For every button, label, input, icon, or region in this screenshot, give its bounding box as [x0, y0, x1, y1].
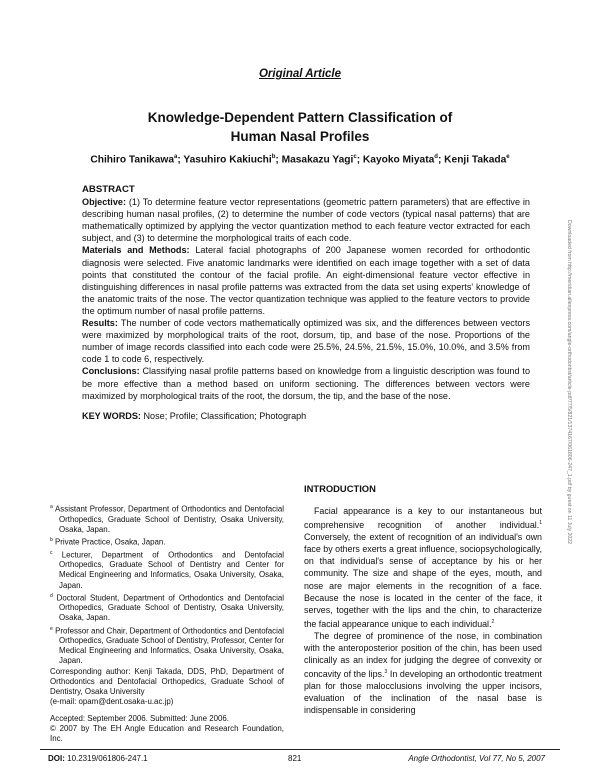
- abstract-objective: [82, 196, 530, 244]
- footer-rule: [40, 749, 560, 750]
- doi-value[interactable]: 10.2319/061806-247.1: [64, 754, 148, 763]
- reference-mark: 1: [539, 520, 542, 527]
- intro-paragraph: [304, 505, 542, 630]
- author-separator: ;: [177, 154, 184, 166]
- download-watermark: Downloaded from http://meridian.allenpress.com/angle-orthodontist/article-pdf/77/5/821/1374167/061806-247_1.pdf by guest on 11 July 2022: [566, 220, 572, 545]
- conclusions-label: Conclusions:: [82, 366, 140, 377]
- footnote-mark: d: [50, 592, 53, 599]
- abstract-methods: [82, 244, 530, 317]
- author-name: Kenji Takada: [444, 154, 507, 166]
- footnote-mark: e: [50, 625, 53, 632]
- footnote: [50, 548, 284, 591]
- results-text: The number of code vectors mathematically optimized was six, and the differences between vectors were maximized by morphological traits of the root, dorsum, tip, and base of the nose. Proportions of the number of image records classified into each code were 25.5%, 24.5%, 21.5%, 15.0%, 10.0%, and 3.5% from code 1 to code 6, respectively.: [82, 318, 530, 365]
- footnote-text: Professor and Chair, Department of Orthodontics and Dentofacial Orthopedics, Graduate School of Dentistry, Professor, Center for Medical Engineering and Informatics, Osaka University, Osaka, Japan.: [52, 626, 284, 666]
- accepted-date: Accepted: September 2006. Submitted: June 2006.: [50, 713, 229, 723]
- doi-label: DOI:: [48, 754, 65, 763]
- author-name: Yasuhiro Kakiuchi: [183, 154, 272, 166]
- reference-mark: 2: [491, 618, 495, 625]
- abstract-heading: ABSTRACT: [82, 184, 135, 195]
- title-line-1: Knowledge-Dependent Pattern Classification of: [147, 110, 453, 125]
- author-separator: ;: [275, 154, 282, 166]
- abstract: [82, 184, 530, 422]
- page-number: 821: [288, 754, 302, 763]
- author-name: Masakazu Yagi: [281, 154, 354, 166]
- methods-text: Lateral facial photographs of 200 Japanese women recorded for orthodontic diagnosis were selected. Five anatomic landmarks were identified on each image together with a set of data points that constituted the contour of the facial profile. An eight-dimensional feature vector effective in distinguishing differences in nasal profile patterns was extracted from the data set using experts' knowledge of the anatomic traits of the nose. The vector quantization technique was applied to the feature vectors to provide the optimum number of nasal profile patterns.: [82, 245, 530, 316]
- affiliation-footnotes: [50, 502, 284, 744]
- author-affiliation-mark: b: [271, 154, 276, 160]
- author-list: [40, 154, 560, 165]
- footnote-text: Lecturer, Department of Orthodontics and Dentofacial Orthopedics, Graduate School of Dentistry and Center for Medical Engineering and Informatics, Osaka University, Osaka, Japan.: [52, 550, 284, 590]
- footnote-mark: b: [50, 536, 53, 543]
- conclusions-text: Classifying nasal profile patterns based on knowledge from a linguistic description was found to be more effective than a method based on uniform sectioning. The differences between vectors were maximized by morphological traits of the root, the dorsum, the tip, and the base of the nose.: [82, 366, 530, 401]
- correspondence-text: Corresponding author: Kenji Takada, DDS, PhD, Department of Orthodontics and Dentofacial Orthopedics, Graduate School of Dentistry, Osaka University: [50, 666, 284, 696]
- footnote-text: Assistant Professor, Department of Orthodontics and Dentofacial Orthopedics, Graduate School of Dentistry, Osaka University, Osaka, Japan.: [52, 504, 284, 534]
- author-name: Chihiro Tanikawa: [90, 154, 174, 166]
- author-affiliation-mark: d: [434, 154, 438, 160]
- footnote: [50, 535, 284, 548]
- keywords: [82, 410, 530, 422]
- article-title: [60, 108, 540, 146]
- footnote-mark: a: [50, 504, 53, 510]
- intro-text: The degree of prominence of the nose, in combination with the anteroposterior position of the chin, has been used clinically as an index for judging the degree of convexity or concavity of the lips.: [304, 630, 542, 680]
- doi: [48, 754, 148, 763]
- intro-text: Facial appearance is a key to our instantaneous but comprehensive recognition of another individual.: [304, 506, 542, 531]
- introduction-body: [304, 505, 542, 717]
- author-name: Kayoko Miyata: [362, 154, 435, 166]
- methods-label: Materials and Methods:: [82, 245, 190, 256]
- intro-text: Conversely, the extent of recognition of an individual's own face by others exerts a great influence, sociopsychologically, on that individual's sense of acceptance by his or her community. The size and shape of the eyes, mouth, and nose are major elements in the recognition of a face. Because the nose is located in the center of the face, it serves, together with the lips and the chin, to characterize the facial appearance unique to each individual.: [304, 532, 542, 629]
- footnote-mark: c: [50, 549, 53, 556]
- dates: [50, 714, 284, 744]
- footnote-text: Private Practice, Osaka, Japan.: [52, 537, 166, 547]
- objective-text: (1) To determine feature vector representations (geometric pattern parameters) that are effective in describing human nasal profiles, (2) to determine the number of code vectors (typical nasal patterns) that are mathematically optimized by applying the vector quantization method to each feature vector extracted for each subject, and (3) to determine the morphological traits of each code.: [82, 197, 530, 244]
- footnote: [50, 502, 284, 535]
- objective-label: Objective:: [82, 197, 126, 208]
- keywords-text: Nose; Profile; Classification; Photograph: [140, 410, 307, 421]
- author-affiliation-mark: c: [353, 154, 357, 160]
- article-type-label: Original Article: [258, 68, 341, 80]
- intro-text: In developing an orthodontic treatment plan for those malocclusions involving the upper incisors, evaluation of the inclination of the nasal base is indispensable in considering: [304, 669, 543, 716]
- author-affiliation-mark: a: [173, 154, 178, 160]
- correspondence: [50, 667, 284, 707]
- title-line-2: Human Nasal Profiles: [230, 129, 370, 144]
- copyright: © 2007 by The EH Angle Education and Research Foundation, Inc.: [50, 724, 284, 744]
- footnote: [50, 624, 284, 667]
- author-separator: ;: [356, 154, 363, 166]
- correspondence-email: (e-mail: opam@dent.osaka-u.ac.jp): [50, 696, 174, 706]
- reference-mark: 3: [384, 669, 388, 676]
- author-affiliation-mark: e: [506, 154, 510, 160]
- abstract-conclusions: [82, 365, 530, 401]
- keywords-label: KEY WORDS:: [82, 410, 141, 421]
- results-label: Results:: [82, 318, 118, 329]
- footnote-text: Doctoral Student, Department of Orthodontics and Dentofacial Orthopedics, Graduate School of Dentistry, Osaka University, Osaka, Japan.: [52, 593, 284, 623]
- author-separator: ;: [437, 154, 445, 166]
- journal-citation: Angle Orthodontist, Vol 77, No 5, 2007: [408, 754, 545, 763]
- abstract-results: [82, 317, 530, 365]
- footnote: [50, 591, 284, 624]
- intro-paragraph: [304, 630, 542, 717]
- introduction-heading: INTRODUCTION: [304, 483, 376, 494]
